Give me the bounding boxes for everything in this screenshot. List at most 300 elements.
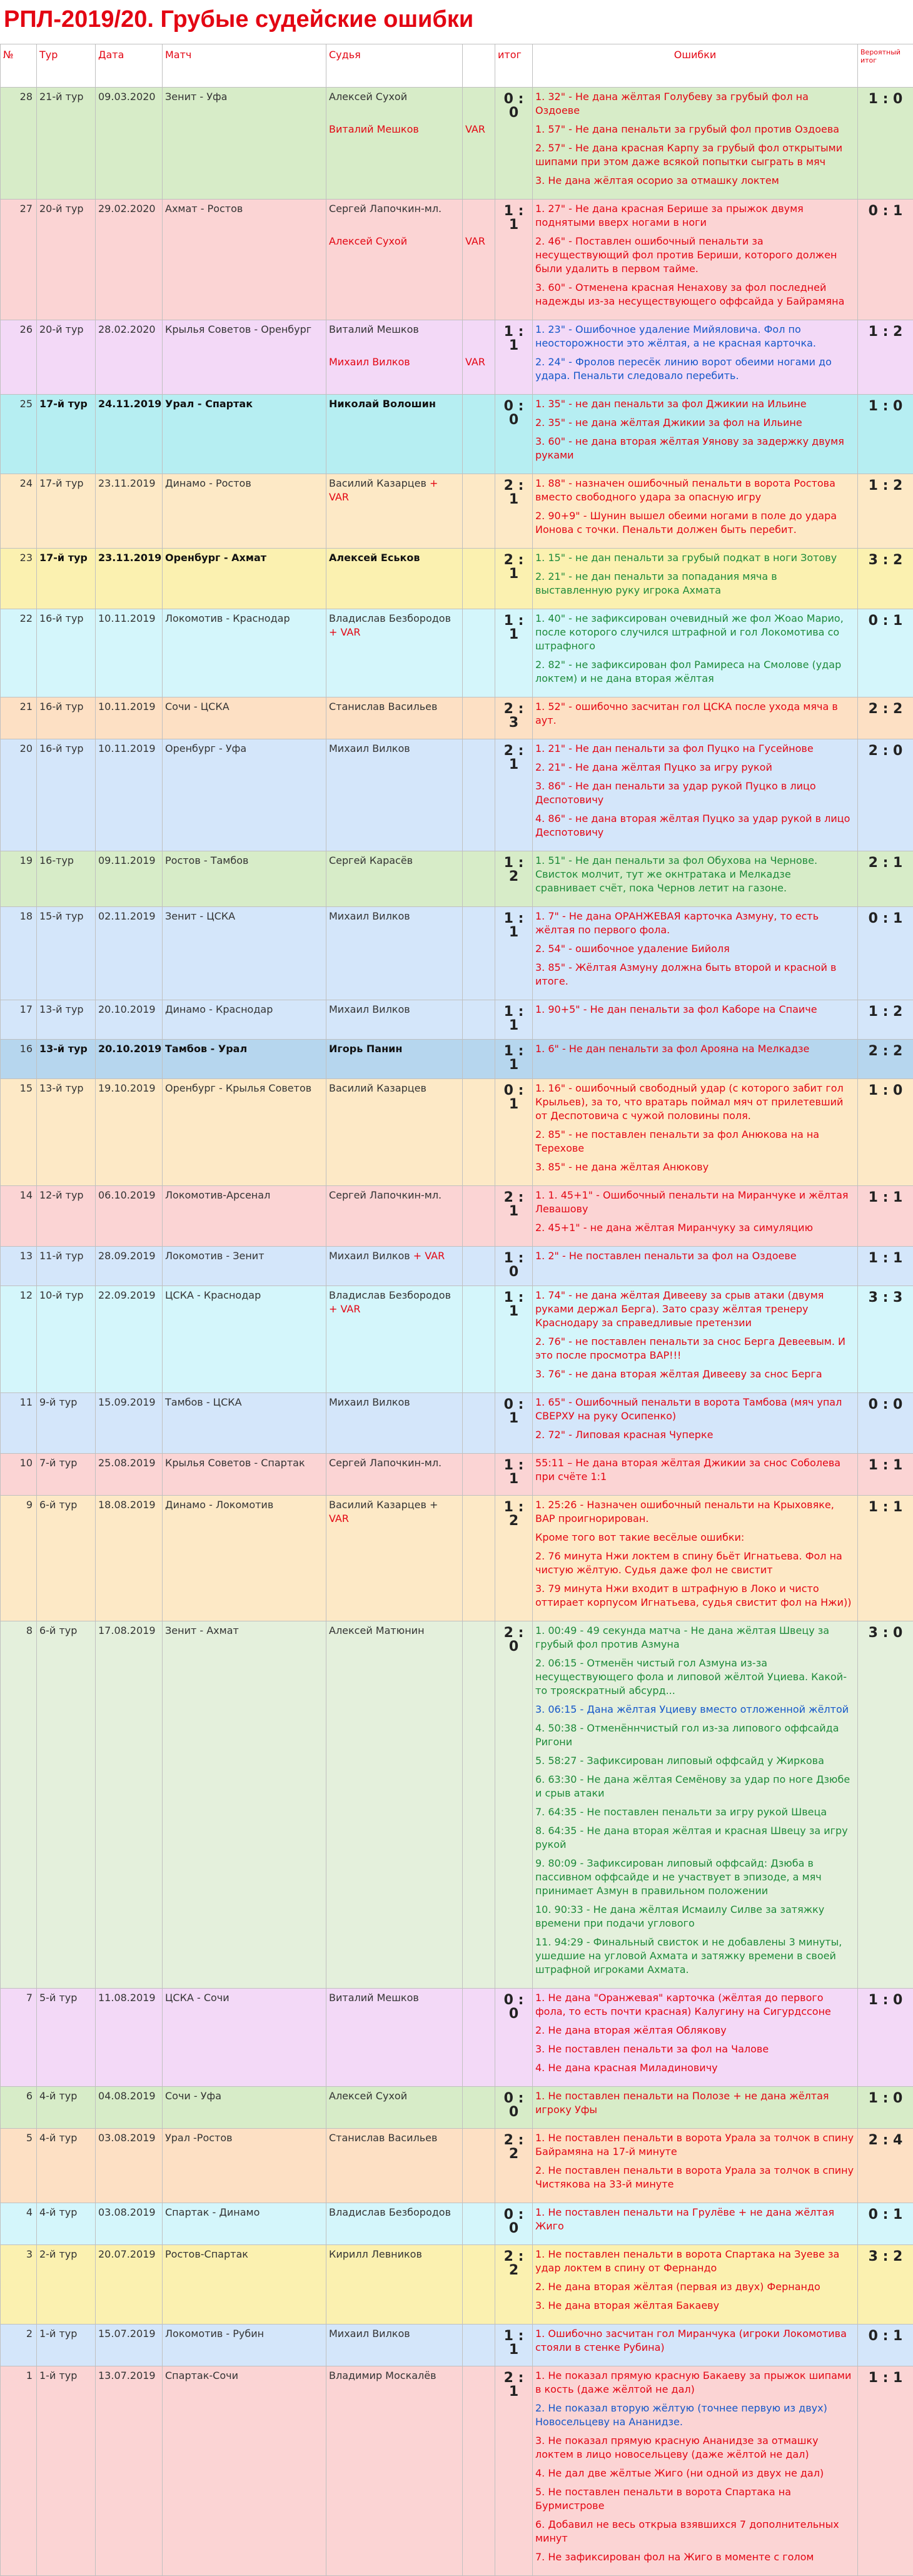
row-final: 3 : 0 xyxy=(858,1621,913,1989)
referee-name: Виталий Мешков xyxy=(329,1992,419,2004)
row-match: Ростов-Спартак xyxy=(163,2245,326,2325)
row-tour: 4-й тур xyxy=(37,2129,96,2203)
row-score: 1 : 1 xyxy=(495,609,533,697)
error-item: 3. Не дана вторая жёлтая Бакаеву xyxy=(535,2299,855,2313)
row-errors xyxy=(533,1454,858,1496)
row-match: Ростов - Тамбов xyxy=(163,851,326,907)
error-item: 1. 52" - ошибочно засчитан гол ЦСКА после ухода мяча в аут. xyxy=(535,700,855,728)
row-match: Локомотив - Зенит xyxy=(163,1247,326,1286)
error-item: 7. Не зафиксирован фол на Жиго в моменте с голом xyxy=(535,2550,855,2564)
table-row xyxy=(1,2087,913,2129)
row-score: 1 : 0 xyxy=(495,1247,533,1286)
row-referee xyxy=(326,1247,463,1286)
error-item: 1. Не поставлен пенальти на Грулёве + не дана жёлтая Жиго xyxy=(535,2206,855,2233)
error-item: 3. 79 минута Нжи входит в штрафную в Локо и чисто оттирает корпусом Игнатьева, судья свистит фол на Нжи)) xyxy=(535,1582,855,1610)
row-referee xyxy=(326,2366,463,2576)
row-referee xyxy=(326,2325,463,2366)
error-item: 1. 51" - Не дан пенальти за фол Обухова на Чернове. Свисток молчит, тут же окнтратака и Мелкадзе сравнивает счёт, пока Чернов летит на газоне. xyxy=(535,854,855,895)
row-final: 0 : 1 xyxy=(858,2203,913,2245)
row-match: Оренбург - Уфа xyxy=(163,739,326,851)
referee-name: Станислав Васильев xyxy=(329,701,437,712)
row-var xyxy=(463,474,495,549)
row-referee xyxy=(326,474,463,549)
row-date: 03.08.2019 xyxy=(96,2129,163,2203)
row-score: 2 : 1 xyxy=(495,739,533,851)
row-errors xyxy=(533,2129,858,2203)
row-var xyxy=(463,2325,495,2366)
row-number: 1 xyxy=(1,2366,37,2576)
row-tour: 13-й тур xyxy=(37,1040,96,1079)
error-item: 2. Не поставлен пенальти в ворота Урала за толчок в спину Чистякова на 33-й минуте xyxy=(535,2164,855,2191)
row-var xyxy=(463,739,495,851)
row-errors xyxy=(533,697,858,739)
var-mark: VAR xyxy=(329,1513,349,1524)
row-referee xyxy=(326,851,463,907)
row-score: 2 : 0 xyxy=(495,1621,533,1989)
row-tour: 13-й тур xyxy=(37,1000,96,1040)
row-score: 1 : 1 xyxy=(495,1040,533,1079)
table-row xyxy=(1,1393,913,1454)
row-var xyxy=(463,1989,495,2087)
table-row xyxy=(1,1186,913,1247)
referee-name: Алексей Сухой xyxy=(329,91,407,103)
row-date: 09.03.2020 xyxy=(96,88,163,200)
row-var xyxy=(463,2366,495,2576)
error-item: 1. Не поставлен пенальти в ворота Урала за толчок в спину Байрамяна на 17-й минуте xyxy=(535,2131,855,2159)
row-match: Динамо - Ростов xyxy=(163,474,326,549)
error-item: 2. 82" - не зафиксирован фол Рамиреса на Смолове (удар локтем) и не дана вторая жёлтая xyxy=(535,658,855,686)
row-match: Урал -Ростов xyxy=(163,2129,326,2203)
row-tour: 5-й тур xyxy=(37,1989,96,2087)
error-item: 1. 40" - не зафиксирован очевидный же фол Жоао Марио, после которого случился штрафной и гол Локомотива со штрафного xyxy=(535,612,855,653)
error-item: 9. 80:09 - Зафиксирован липовый оффсайд: Дзюба в пассивном оффсайде и не участвует в эпизоде, а мяч принимает Азмун в правильном положении xyxy=(535,1857,855,1898)
row-date: 15.09.2019 xyxy=(96,1393,163,1454)
error-item: 1. 88" - назначен ошибочный пенальти в ворота Ростова вместо свободного удара за опасную игру xyxy=(535,477,855,504)
row-score: 2 : 1 xyxy=(495,474,533,549)
row-errors xyxy=(533,851,858,907)
table-row xyxy=(1,1000,913,1040)
row-var xyxy=(463,549,495,609)
row-date: 18.08.2019 xyxy=(96,1496,163,1621)
error-item: 7. 64:35 - Не поставлен пенальти за игру рукой Швеца xyxy=(535,1805,855,1819)
error-item: 2. 45+1" - не дана жёлтая Миранчуку за симуляцию xyxy=(535,1221,855,1235)
row-score: 1 : 1 xyxy=(495,320,533,395)
error-item: 3. 85" - не дана жёлтая Анюкову xyxy=(535,1160,855,1174)
row-tour: 17-й тур xyxy=(37,395,96,474)
row-number: 13 xyxy=(1,1247,37,1286)
row-number: 7 xyxy=(1,1989,37,2087)
referee-name: Игорь Панин xyxy=(329,1043,402,1055)
row-date: 09.11.2019 xyxy=(96,851,163,907)
error-item: 1. 90+5" - Не дан пенальти за фол Каборе на Спаичe xyxy=(535,1003,855,1017)
row-tour: 2-й тур xyxy=(37,2245,96,2325)
row-final: 2 : 0 xyxy=(858,739,913,851)
row-errors xyxy=(533,609,858,697)
error-item: 1. 25:26 - Назначен ошибочный пенальти на Крыховяке, ВАР проигнорирован. xyxy=(535,1498,855,1526)
error-item: 1. Не дана "Оранжевая" карточка (жёлтая до первого фола, то есть почти красная) Калугину на Сигурдссоне xyxy=(535,1991,855,2019)
row-number: 22 xyxy=(1,609,37,697)
referee-name: Алексей Матюнин xyxy=(329,1625,425,1636)
row-tour: 16-й тур xyxy=(37,739,96,851)
header-tour: Тур xyxy=(37,44,96,88)
error-item: 3. 86" - Не дан пенальти за удар рукой Пуцко в лицо Деспотовичу xyxy=(535,779,855,807)
error-item: 2. Не дана вторая жёлтая Облякову xyxy=(535,2024,855,2037)
error-item: 3. 60" - не дана вторая жёлтая Уянову за задержку двумя руками xyxy=(535,435,855,462)
row-referee xyxy=(326,1079,463,1186)
var-mark: + VAR xyxy=(329,477,438,503)
row-var xyxy=(463,851,495,907)
table-row xyxy=(1,1040,913,1079)
error-item: 2. 76" - не поставлен пенальти за снос Берга Девеевым. И это после просмотра ВАР!!! xyxy=(535,1335,855,1362)
table-row xyxy=(1,1454,913,1496)
var-referee-name: Алексей Сухой xyxy=(329,235,460,248)
var-label: VAR xyxy=(465,235,492,248)
row-date: 24.11.2019 xyxy=(96,395,163,474)
row-errors xyxy=(533,1040,858,1079)
row-score: 0 : 1 xyxy=(495,1079,533,1186)
row-number: 8 xyxy=(1,1621,37,1989)
row-final: 3 : 3 xyxy=(858,1286,913,1393)
row-number: 25 xyxy=(1,395,37,474)
row-final: 1 : 2 xyxy=(858,320,913,395)
row-tour: 17-й тур xyxy=(37,474,96,549)
row-errors xyxy=(533,2203,858,2245)
row-number: 3 xyxy=(1,2245,37,2325)
table-row xyxy=(1,609,913,697)
row-date: 25.08.2019 xyxy=(96,1454,163,1496)
referee-name: Михаил Вилков xyxy=(329,1250,410,1262)
row-score: 2 : 1 xyxy=(495,2366,533,2576)
referee-name: Владислав Безбородов xyxy=(329,612,451,624)
table-row xyxy=(1,2129,913,2203)
error-item: 1. 65" - Ошибочный пенальти в ворота Тамбова (мяч упал СВЕРХУ на руку Осипенко) xyxy=(535,1396,855,1423)
row-referee xyxy=(326,320,463,395)
row-number: 10 xyxy=(1,1454,37,1496)
row-errors xyxy=(533,1621,858,1989)
row-tour: 17-й тур xyxy=(37,549,96,609)
error-item: 2. 06:15 - Отменён чистый гол Азмуна из-за несуществующего фола и липовой жёлтой Уциева. Какой-то трояскратный абсурд... xyxy=(535,1656,855,1698)
row-match: Спартак-Сочи xyxy=(163,2366,326,2576)
referee-name: Алексей Сухой xyxy=(329,2090,407,2102)
error-item: 2. 57" - Не дана красная Карпу за грубый фол открытыми шипами при этом даже всякой попытки сыграть в мяч xyxy=(535,141,855,169)
error-item: 1. Не поставлен пенальти на Полозе + не дана жёлтая игроку Уфы xyxy=(535,2089,855,2117)
row-var xyxy=(463,907,495,1000)
referee-name: Василий Казарцев + xyxy=(329,1499,438,1511)
row-final: 1 : 1 xyxy=(858,2366,913,2576)
header-errors: Ошибки xyxy=(533,44,858,88)
row-number: 14 xyxy=(1,1186,37,1247)
row-score: 1 : 1 xyxy=(495,1286,533,1393)
row-match: ЦСКА - Краснодар xyxy=(163,1286,326,1393)
row-score: 0 : 0 xyxy=(495,88,533,200)
row-var xyxy=(463,88,495,200)
row-var xyxy=(463,2245,495,2325)
header-referee: Судья xyxy=(326,44,463,88)
error-item: 10. 90:33 - Не дана жёлтая Исмаилу Силве за затяжку времени при подачи углового xyxy=(535,1903,855,1930)
row-var xyxy=(463,1186,495,1247)
referee-name: Сергей Лапочкин-мл. xyxy=(329,203,441,215)
row-tour: 4-й тур xyxy=(37,2087,96,2129)
var-label: VAR xyxy=(465,355,492,369)
error-item: 1. Ошибочно засчитан гол Миранчука (игроки Локомотива стояли в стенке Рубина) xyxy=(535,2327,855,2355)
row-final: 3 : 2 xyxy=(858,549,913,609)
referee-name: Василий Казарцев xyxy=(329,1082,426,1094)
row-errors xyxy=(533,1989,858,2087)
row-match: Спартак - Динамо xyxy=(163,2203,326,2245)
row-number: 27 xyxy=(1,200,37,320)
row-var xyxy=(463,1040,495,1079)
row-match: Крылья Советов - Оренбург xyxy=(163,320,326,395)
row-final: 0 : 1 xyxy=(858,200,913,320)
row-final: 1 : 2 xyxy=(858,474,913,549)
row-number: 26 xyxy=(1,320,37,395)
row-final: 0 : 1 xyxy=(858,907,913,1000)
row-match: Локомотив - Краснодар xyxy=(163,609,326,697)
row-errors xyxy=(533,1393,858,1454)
error-item: 1. Не показал прямую красную Бакаеву за прыжок шипами в кость (даже жёлтой не дал) xyxy=(535,2369,855,2396)
row-date: 10.11.2019 xyxy=(96,739,163,851)
row-number: 19 xyxy=(1,851,37,907)
error-item: 2. 76 минута Нжи локтем в спину бьёт Игнатьева. Фол на чистую жёлтую. Судья даже фол не свистит xyxy=(535,1549,855,1577)
error-item: Кроме того вот такие весёлые ошибки: xyxy=(535,1531,855,1544)
referee-name: Михаил Вилков xyxy=(329,1396,410,1408)
row-number: 15 xyxy=(1,1079,37,1186)
error-item: 3. Не показал прямую красную Ананидзе за отмашку локтем в лицо новосельцеву (даже жёлтой не дал) xyxy=(535,2434,855,2462)
row-score: 1 : 1 xyxy=(495,1454,533,1496)
row-tour: 12-й тур xyxy=(37,1186,96,1247)
header-score: итог xyxy=(495,44,533,88)
error-item: 2. 72" - Липовая красная Чуперке xyxy=(535,1428,855,1442)
row-score: 1 : 1 xyxy=(495,2325,533,2366)
row-var xyxy=(463,609,495,697)
row-score: 0 : 0 xyxy=(495,1989,533,2087)
row-tour: 4-й тур xyxy=(37,2203,96,2245)
row-final: 1 : 1 xyxy=(858,1454,913,1496)
row-var xyxy=(463,1454,495,1496)
row-errors xyxy=(533,395,858,474)
row-date: 13.07.2019 xyxy=(96,2366,163,2576)
row-score: 1 : 1 xyxy=(495,907,533,1000)
row-referee xyxy=(326,1286,463,1393)
row-score: 1 : 1 xyxy=(495,200,533,320)
error-item: 1. 23" - Ошибочное удаление Мийяловича. Фол по неосторожности это жёлтая, а не красная карточка. xyxy=(535,323,855,350)
row-match: Зенит - ЦСКА xyxy=(163,907,326,1000)
row-referee xyxy=(326,2203,463,2245)
error-item: 6. 63:30 - Не дана жёлтая Семёнову за удар по ноге Дзюбе и срыв атаки xyxy=(535,1773,855,1800)
row-referee xyxy=(326,1393,463,1454)
row-var xyxy=(463,395,495,474)
row-match: Зенит - Уфа xyxy=(163,88,326,200)
var-mark: + VAR xyxy=(413,1250,445,1262)
row-errors xyxy=(533,200,858,320)
referee-name: Владимир Москалёв xyxy=(329,2370,436,2381)
row-referee xyxy=(326,1454,463,1496)
error-item: 1. 1. 45+1" - Ошибочный пенальти на Миранчуке и жёлтая Левашову xyxy=(535,1189,855,1216)
table-header-row xyxy=(1,44,913,88)
header-match: Матч xyxy=(163,44,326,88)
table-row xyxy=(1,851,913,907)
row-final: 1 : 0 xyxy=(858,2087,913,2129)
row-referee xyxy=(326,907,463,1000)
row-date: 23.11.2019 xyxy=(96,549,163,609)
table-row xyxy=(1,2325,913,2366)
row-tour: 15-й тур xyxy=(37,907,96,1000)
error-item: 8. 64:35 - Не дана вторая жёлтая и красная Швецу за игру рукой xyxy=(535,1824,855,1852)
referee-name: Алексей Еськов xyxy=(329,552,420,564)
row-referee xyxy=(326,1496,463,1621)
row-date: 06.10.2019 xyxy=(96,1186,163,1247)
row-errors xyxy=(533,1496,858,1621)
row-date: 28.09.2019 xyxy=(96,1247,163,1286)
row-referee xyxy=(326,697,463,739)
row-number: 20 xyxy=(1,739,37,851)
error-item: 4. Не дана красная Миладиновичу xyxy=(535,2061,855,2075)
row-var xyxy=(463,1000,495,1040)
row-date: 23.11.2019 xyxy=(96,474,163,549)
referee-name: Михаил Вилков xyxy=(329,2328,410,2340)
row-tour: 6-й тур xyxy=(37,1621,96,1989)
table-row xyxy=(1,697,913,739)
row-tour: 11-й тур xyxy=(37,1247,96,1286)
row-var xyxy=(463,320,495,395)
row-match: ЦСКА - Сочи xyxy=(163,1989,326,2087)
referee-name: Михаил Вилков xyxy=(329,1003,410,1015)
error-item: 3. Не дана жёлтая осорио за отмашку локтем xyxy=(535,174,855,188)
row-var xyxy=(463,1247,495,1286)
row-var xyxy=(463,1079,495,1186)
row-errors xyxy=(533,1000,858,1040)
error-item: 2. 21" - не дан пенальти за попадания мяча в выставленную руку игрока Ахмата xyxy=(535,570,855,597)
error-item: 2. 24" - Фролов пересёк линию ворот обеими ногами до удара. Пенальти следовало перебить. xyxy=(535,355,855,383)
error-item: 2. 54" - ошибочное удаление Бийоля xyxy=(535,942,855,956)
row-tour: 16-й тур xyxy=(37,697,96,739)
row-number: 16 xyxy=(1,1040,37,1079)
row-errors xyxy=(533,1286,858,1393)
row-date: 10.11.2019 xyxy=(96,697,163,739)
row-number: 28 xyxy=(1,88,37,200)
row-number: 18 xyxy=(1,907,37,1000)
row-score: 2 : 2 xyxy=(495,2245,533,2325)
table-row xyxy=(1,395,913,474)
error-item: 3. 60" - Отменена красная Ненахову за фол последней надежды из-за несуществующего оффсайда у Байрамяна xyxy=(535,281,855,308)
error-item: 1. 15" - не дан пенальти за грубый подкат в ноги Зотову xyxy=(535,551,855,565)
error-item: 5. Не поставлен пенальти в ворота Спартака на Бурмистрове xyxy=(535,2485,855,2513)
table-row xyxy=(1,88,913,200)
error-item: 2. 90+9" - Шунин вышел обеими ногами в поле до удара Ионова с точки. Пенальти должен быть перебит. xyxy=(535,509,855,537)
row-referee xyxy=(326,395,463,474)
header-num: № xyxy=(1,44,37,88)
row-match: Оренбург - Крылья Советов xyxy=(163,1079,326,1186)
row-errors xyxy=(533,739,858,851)
row-final: 1 : 2 xyxy=(858,1000,913,1040)
var-mark: + VAR xyxy=(329,626,360,638)
error-item: 1. 35" - не дан пенальти за фол Джикии на Ильине xyxy=(535,397,855,411)
page-title: РПЛ-2019/20. Грубые судейские ошибки xyxy=(0,0,913,44)
row-referee xyxy=(326,739,463,851)
row-tour: 9-й тур xyxy=(37,1393,96,1454)
header-date: Дата xyxy=(96,44,163,88)
row-var xyxy=(463,200,495,320)
table-row xyxy=(1,907,913,1000)
row-referee xyxy=(326,1989,463,2087)
row-referee xyxy=(326,609,463,697)
error-item: 1. 74" - не дана жёлтая Дивееву за срыв атаки (двумя руками держал Берга). Зато сразу жёлтая тренеру Краснодару за справедливые претензии xyxy=(535,1289,855,1330)
row-date: 10.11.2019 xyxy=(96,609,163,697)
error-item: 5. 58:27 - Зафиксирован липовый оффсайд у Жиркова xyxy=(535,1754,855,1768)
error-item: 3. Не поставлен пенальти за фол на Чалове xyxy=(535,2042,855,2056)
row-referee xyxy=(326,1186,463,1247)
row-var xyxy=(463,2087,495,2129)
row-score: 1 : 2 xyxy=(495,851,533,907)
error-item: 2. 21" - Не дана жёлтая Пуцко за игру рукой xyxy=(535,761,855,774)
table-row xyxy=(1,2245,913,2325)
error-item: 6. Добавил не весь открыа взявшихся 7 дополнительных минут xyxy=(535,2518,855,2545)
row-referee xyxy=(326,88,463,200)
row-number: 2 xyxy=(1,2325,37,2366)
error-item: 2. Не дана вторая жёлтая (первая из двух) Фернандо xyxy=(535,2280,855,2294)
row-errors xyxy=(533,474,858,549)
row-referee xyxy=(326,1040,463,1079)
row-final: 1 : 0 xyxy=(858,1079,913,1186)
row-tour: 16-тур xyxy=(37,851,96,907)
table-row xyxy=(1,2203,913,2245)
error-item: 11. 94:29 - Финальный свисток и не добавлены 3 минуты, ушедшие на угловой Ахмата и затяжку времени в своей штрафной игроками Ахмата. xyxy=(535,1935,855,1977)
row-date: 20.10.2019 xyxy=(96,1040,163,1079)
row-final: 1 : 0 xyxy=(858,1989,913,2087)
error-item: 4. 50:38 - Отменённчистый гол из-за липового оффсайда Ригони xyxy=(535,1722,855,1749)
table-row xyxy=(1,320,913,395)
row-match: Сочи - Уфа xyxy=(163,2087,326,2129)
table-row xyxy=(1,1621,913,1989)
error-item: 2. 35" - не дана жёлтая Джикии за фол на Ильине xyxy=(535,416,855,430)
row-match: Локомотив-Арсенал xyxy=(163,1186,326,1247)
row-tour: 10-й тур xyxy=(37,1286,96,1393)
row-number: 4 xyxy=(1,2203,37,2245)
row-final: 0 : 0 xyxy=(858,1393,913,1454)
referee-name: Сергей Карасёв xyxy=(329,854,413,866)
row-final: 2 : 1 xyxy=(858,851,913,907)
var-referee-name: Виталий Мешков xyxy=(329,123,460,136)
row-errors xyxy=(533,1247,858,1286)
error-item: 3. 85" - Жёлтая Азмуну должна быть второй и красной в итоге. xyxy=(535,961,855,988)
row-date: 17.08.2019 xyxy=(96,1621,163,1989)
row-number: 12 xyxy=(1,1286,37,1393)
error-item: 1. 32" - Не дана жёлтая Голубеву за грубый фол на Оздоеве xyxy=(535,90,855,118)
row-tour: 13-й тур xyxy=(37,1079,96,1186)
row-tour: 1-й тур xyxy=(37,2325,96,2366)
row-errors xyxy=(533,2325,858,2366)
row-score: 0 : 0 xyxy=(495,395,533,474)
row-date: 20.10.2019 xyxy=(96,1000,163,1040)
row-referee xyxy=(326,1000,463,1040)
error-item: 2. 46" - Поставлен ошибочный пенальти за несуществующий фол против Бериши, которого должен были удалить в первом тайме. xyxy=(535,235,855,276)
errors-table xyxy=(0,44,913,2576)
row-final: 2 : 2 xyxy=(858,1040,913,1079)
row-final: 2 : 4 xyxy=(858,2129,913,2203)
row-match: Зенит - Ахмат xyxy=(163,1621,326,1989)
error-item: 4. Не дал две жёлтые Жиго (ни одной из двух не дал) xyxy=(535,2467,855,2480)
row-number: 9 xyxy=(1,1496,37,1621)
var-referee-name: Михаил Вилков xyxy=(329,355,460,369)
row-final: 0 : 1 xyxy=(858,609,913,697)
error-item: 4. 86" - не дана вторая жёлтая Пуцко за удар рукой в лицо Деспотовичу xyxy=(535,812,855,839)
row-tour: 6-й тур xyxy=(37,1496,96,1621)
row-date: 22.09.2019 xyxy=(96,1286,163,1393)
row-referee xyxy=(326,1621,463,1989)
row-final: 1 : 0 xyxy=(858,395,913,474)
row-match: Тамбов - ЦСКА xyxy=(163,1393,326,1454)
header-var xyxy=(463,44,495,88)
